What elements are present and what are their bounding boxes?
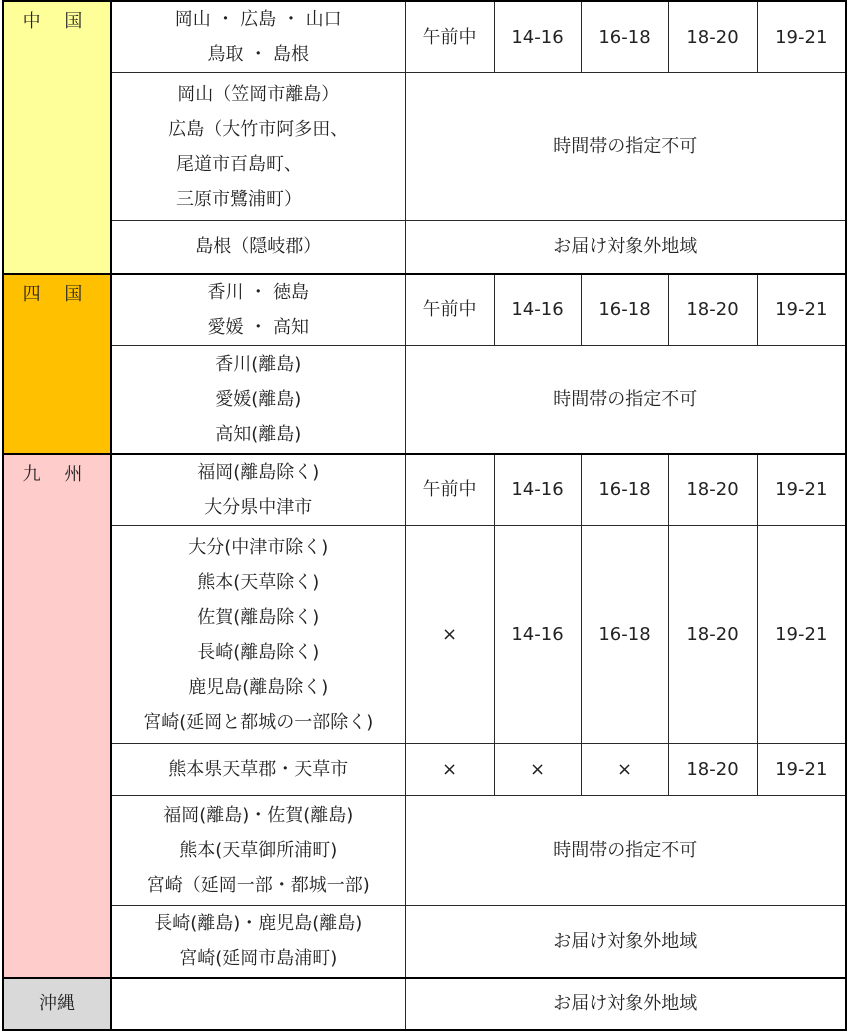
area-line: 長崎(離島除く): [197, 641, 320, 663]
area-line: 三原市鷺浦町）: [176, 188, 302, 210]
area-line: 佐賀(離島除く): [197, 606, 320, 628]
slot-19-21: 19-21: [757, 744, 846, 796]
slot-18-20: 18-20: [668, 274, 757, 346]
area-line: 愛媛(離島): [215, 388, 302, 410]
area-line: 大分県中津市: [204, 496, 313, 518]
area-cell: [111, 454, 405, 526]
delivery-time-table: [2, 0, 847, 1031]
area-cell: [111, 1, 405, 73]
slot-16-18: 16-18: [581, 274, 668, 346]
area-line: 熊本(天草御所浦町): [179, 840, 338, 861]
area-line: 岡山（笠岡市離島）: [177, 83, 340, 105]
slot-unavailable: ×: [494, 744, 581, 796]
slot-19-21: 19-21: [757, 526, 846, 744]
area-cell: [111, 274, 405, 346]
area-cell: [111, 744, 405, 796]
area-cell: [111, 346, 405, 454]
note-no-time: 時間帯の指定不可: [405, 346, 846, 454]
note-no-time: 時間帯の指定不可: [405, 73, 846, 221]
area-line: 広島（大竹市阿多田、: [168, 118, 349, 140]
area-line: 岡山 ・ 広島 ・ 山口: [174, 9, 342, 30]
area-cell: [111, 906, 405, 978]
slot-morning: 午前中: [405, 1, 494, 73]
area-line: 鹿児島(離島除く): [188, 676, 329, 698]
area-line: 高知(離島): [215, 423, 302, 445]
area-line: 熊本県天草郡・天草市: [168, 759, 349, 780]
slot-14-16: 14-16: [494, 274, 581, 346]
note-out-of-area: お届け対象外地域: [405, 978, 846, 1030]
slot-14-16: 14-16: [494, 454, 581, 526]
note-out-of-area: お届け対象外地域: [405, 906, 846, 978]
slot-14-16: 14-16: [494, 526, 581, 744]
slot-19-21: 19-21: [757, 1, 846, 73]
area-line: 愛媛 ・ 高知: [207, 316, 309, 338]
area-line: 鳥取 ・ 島根: [207, 44, 309, 65]
region-kyushu: 九 州: [3, 454, 111, 978]
area-line: 大分(中津市除く): [188, 536, 329, 558]
slot-morning: 午前中: [405, 274, 494, 346]
area-line: 福岡(離島除く): [197, 461, 320, 483]
region-chugoku: 中 国: [3, 1, 111, 274]
slot-unavailable: ×: [405, 526, 494, 744]
slot-unavailable: ×: [405, 744, 494, 796]
area-cell-empty: [111, 978, 405, 1030]
slot-morning: 午前中: [405, 454, 494, 526]
region-okinawa: 沖縄: [3, 978, 111, 1030]
area-line: 尾道市百島町、: [176, 153, 302, 175]
area-line: 宮崎（延岡一部・都城一部): [146, 875, 370, 896]
area-line: 福岡(離島)・佐賀(離島): [163, 805, 354, 826]
slot-18-20: 18-20: [668, 744, 757, 796]
area-cell: [111, 221, 405, 274]
area-line: 宮崎(延岡と都城の一部除く): [143, 711, 374, 733]
slot-18-20: 18-20: [668, 1, 757, 73]
area-line: 長崎(離島)・鹿児島(離島): [154, 913, 363, 935]
slot-unavailable: ×: [581, 744, 668, 796]
region-shikoku: 四 国: [3, 274, 111, 454]
slot-19-21: 19-21: [757, 274, 846, 346]
area-cell: [111, 73, 405, 221]
area-cell: [111, 796, 405, 906]
slot-16-18: 16-18: [581, 526, 668, 744]
slot-18-20: 18-20: [668, 454, 757, 526]
note-out-of-area: お届け対象外地域: [405, 221, 846, 274]
note-no-time: 時間帯の指定不可: [405, 796, 846, 906]
slot-18-20: 18-20: [668, 526, 757, 744]
area-line: 香川 ・ 徳島: [207, 281, 309, 303]
area-line: 熊本(天草除く): [197, 571, 320, 593]
area-cell: [111, 526, 405, 744]
area-line: 島根（隠岐郡）: [195, 236, 322, 258]
slot-16-18: 16-18: [581, 454, 668, 526]
area-line: 宮崎(延岡市島浦町): [179, 948, 338, 970]
area-line: 香川(離島): [215, 353, 302, 375]
slot-16-18: 16-18: [581, 1, 668, 73]
slot-14-16: 14-16: [494, 1, 581, 73]
slot-19-21: 19-21: [757, 454, 846, 526]
